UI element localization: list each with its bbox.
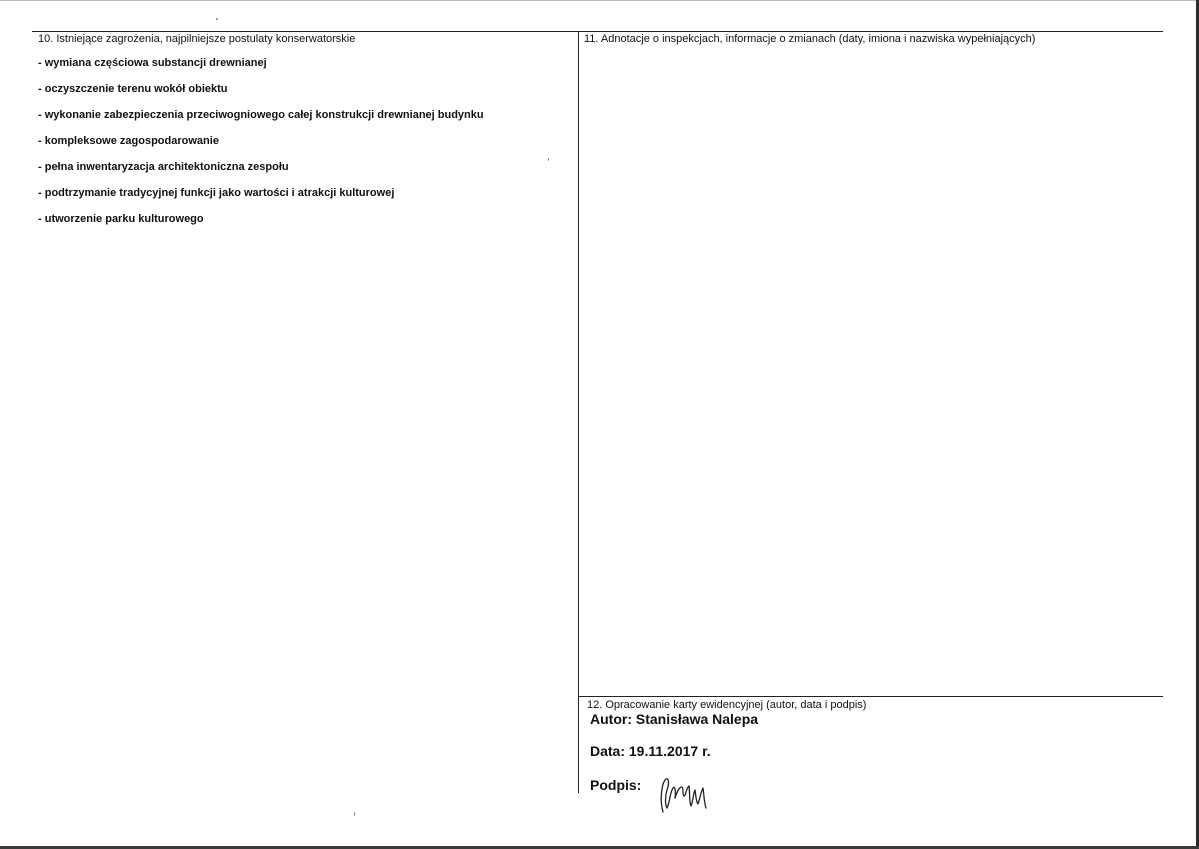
section-12-label: 12. Opracowanie karty ewidencyjnej (autor, data i podpis) [587, 699, 867, 711]
list-item: - kompleksowe zagospodarowanie [38, 135, 219, 147]
section-11-label: 11. Adnotacje o inspekcjach, informacje o zmianach (daty, imiona i nazwiska wypełniających) [584, 33, 1036, 45]
page-edge-top [0, 0, 1199, 1]
list-item: - podtrzymanie tradycyjnej funkcji jako wartości i atrakcji kulturowej [38, 187, 395, 199]
signature-label: Podpis: [590, 777, 642, 793]
form-top-rule [32, 31, 1163, 32]
section-10-label: 10. Istniejące zagrożenia, najpilniejsze postulaty konserwatorskie [38, 33, 356, 45]
list-item: - pełna inwentaryzacja architektoniczna zespołu [38, 161, 289, 173]
scan-speck [354, 812, 355, 816]
list-item: - utworzenie parku kulturowego [38, 213, 204, 225]
author-line: Autor: Stanisława Nalepa [590, 711, 759, 727]
scan-speck [216, 18, 218, 20]
list-item: - wymiana częściowa substancji drewnianej [38, 57, 267, 69]
scan-speck [548, 158, 549, 161]
conservation-postulates-list [38, 57, 484, 239]
list-item: - wykonanie zabezpieczenia przeciwogniowego całej konstrukcji drewnianej budynku [38, 109, 484, 121]
handwritten-signature [655, 772, 711, 816]
list-item: - oczyszczenie terenu wokół obiektu [38, 83, 228, 95]
date-line: Data: 19.11.2017 r. [590, 743, 711, 759]
section-12-rule [578, 696, 1163, 697]
form-column-divider [578, 31, 579, 793]
